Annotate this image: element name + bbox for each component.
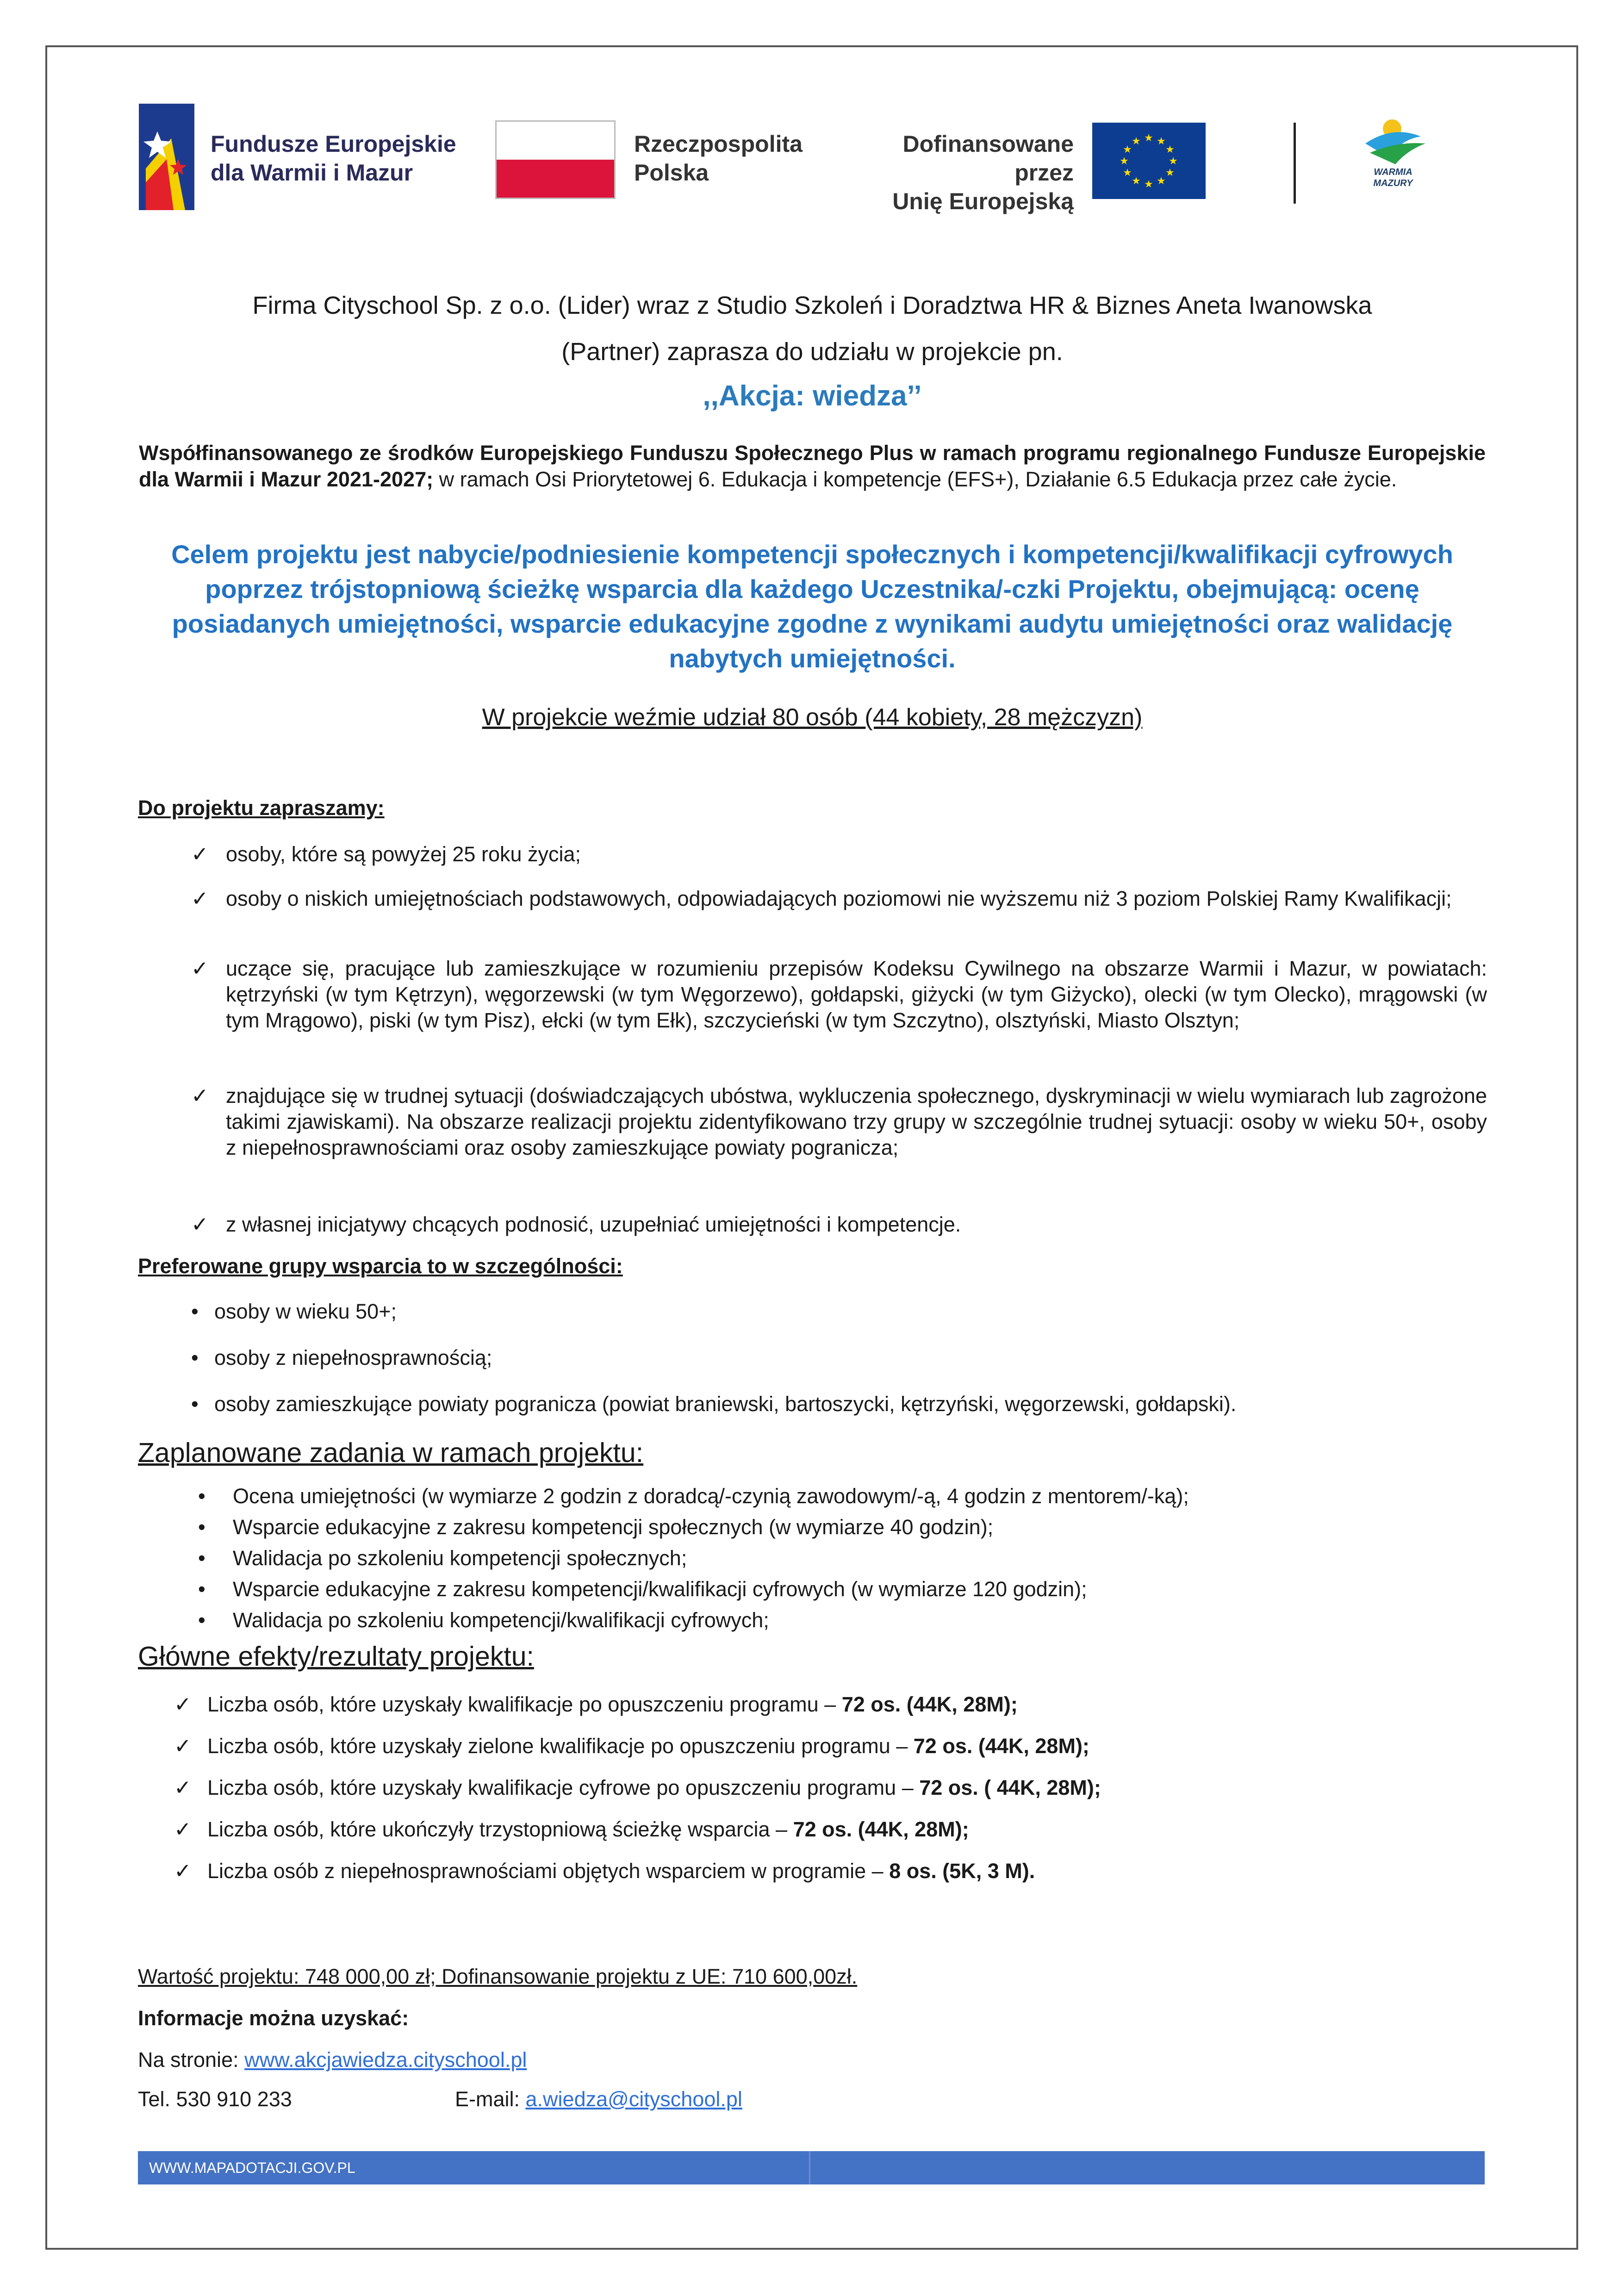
cofinancing-normal: w ramach Osi Priorytetowej 6. Edukacja i kompetencje (EFS+), Działanie 6.5 Edukacja przez całe życie. (433, 467, 1397, 491)
invite-heading: Do projektu zapraszamy: (138, 796, 385, 820)
project-title: ,,Akcja: wiedza’’ (703, 380, 922, 412)
warmia-mazury-logo (1351, 116, 1435, 204)
fundusze-europejskie-logo (139, 102, 472, 213)
footer-divider (809, 2151, 810, 2184)
check-icon: ✓ (174, 1734, 192, 1758)
bullet-icon: • (198, 1608, 205, 1632)
bullet-icon: • (198, 1546, 205, 1570)
project-value: Wartość projektu: 748 000,00 zł; Dofinansowanie projektu z UE: 710 600,00zł. (138, 1965, 858, 1988)
wm-line1: WARMIA (1374, 167, 1412, 177)
website-link[interactable]: www.akcjawiedza.cityschool.pl (244, 2048, 527, 2072)
check-icon: ✓ (174, 1776, 192, 1799)
fe-line2: dla Warmii i Mazur (211, 160, 413, 186)
bullet-icon: • (191, 1346, 199, 1369)
website-line (138, 2048, 527, 2072)
footer-url[interactable]: WWW.MAPADOTACJI.GOV.PL (149, 2159, 355, 2176)
eu-line1: Dofinansowane przez (902, 131, 1074, 186)
warmia-mazury-icon (1351, 116, 1435, 167)
check-icon: ✓ (174, 1817, 192, 1841)
intro-line1: Firma Cityschool Sp. z o.o. (Lider) wraz z Studio Szkoleń i Doradztwa HR & Biznes Aneta Iwanowska (252, 292, 1372, 319)
svg-text:★: ★ (1120, 156, 1129, 167)
eu-logo (847, 102, 1263, 213)
intro-text (139, 282, 1486, 375)
results-heading: Główne efekty/rezultaty projektu: (138, 1641, 534, 1672)
svg-text:★: ★ (1157, 136, 1166, 147)
tasks-heading: Zaplanowane zadania w ramach projektu: (138, 1437, 644, 1468)
logo-bar (139, 102, 1481, 213)
check-icon: ✓ (191, 1213, 209, 1236)
check-icon: ✓ (191, 957, 209, 980)
bullet-icon: • (198, 1577, 205, 1601)
preferred-heading: Preferowane grupy wsparcia to w szczególności: (138, 1254, 623, 1278)
bullet-icon: • (191, 1300, 199, 1323)
svg-text:★: ★ (1132, 136, 1141, 147)
svg-text:★: ★ (1132, 175, 1141, 187)
eu-line2: Unię Europejską (892, 188, 1074, 214)
info-heading: Informacje można uzyskać: (138, 2006, 409, 2030)
check-icon: ✓ (174, 1692, 192, 1716)
contact-line (138, 2087, 1485, 2111)
bullet-icon: • (191, 1392, 199, 1416)
email-link[interactable]: a.wiedza@cityschool.pl (525, 2087, 742, 2111)
check-icon: ✓ (191, 842, 209, 866)
pl-line2: Polska (634, 160, 709, 186)
check-icon: ✓ (191, 1084, 209, 1108)
website-label: Na stronie: (138, 2048, 245, 2072)
phone: Tel. 530 910 233 (138, 2087, 292, 2111)
project-goal: Celem projektu jest nabycie/podniesienie kompetencji społecznych i kompetencji/kwalifikacji cyfrowych poprzez trójstopniową ścieżkę wsparcia dla każdego Uczestnika/-czki Projektu, obejmującą: ocenę posiadanych umiejętności, wsparcie edukacyjne zgodne z wynikami audytu umiejętności oraz walidację nabytych umiejętności. (171, 540, 1453, 673)
svg-text:★: ★ (1144, 179, 1153, 190)
cofinancing-bold: Współfinansowanego ze środków Europejskiego Funduszu Społecznego Plus w ramach programu regionalnego Fundusze Europejskie dla Warmii i Mazur 2021-2027; (139, 441, 1486, 491)
intro-line2: (Partner) zaprasza do udziału w projekcie pn. (561, 338, 1063, 366)
logo-separator (1294, 123, 1296, 204)
check-icon: ✓ (174, 1859, 192, 1883)
wm-line2: MAZURY (1373, 178, 1413, 188)
pl-line1: Rzeczpospolita (634, 131, 803, 157)
email-label: E-mail: (455, 2087, 526, 2111)
svg-text:★: ★ (1157, 175, 1166, 187)
bullet-icon: • (198, 1515, 205, 1539)
svg-text:★: ★ (1165, 167, 1175, 179)
svg-text:★: ★ (1169, 156, 1178, 167)
cofinancing-paragraph (139, 440, 1486, 492)
svg-text:★: ★ (1144, 132, 1153, 144)
participants-line: W projekcie weźmie udział 80 osób (44 kobiety, 28 mężczyzn) (482, 704, 1143, 731)
email-wrap (455, 2087, 742, 2111)
check-icon: ✓ (191, 887, 209, 910)
rzeczpospolita-logo (495, 102, 828, 213)
fe-line1: Fundusze Europejskie (211, 131, 456, 157)
footer-bar (138, 2151, 1485, 2184)
poland-flag-icon (495, 120, 616, 199)
svg-text:★: ★ (1165, 144, 1175, 156)
svg-text:★: ★ (1123, 167, 1132, 179)
fe-flag-icon (139, 104, 194, 210)
svg-text:★: ★ (1123, 144, 1132, 156)
bullet-icon: • (198, 1484, 205, 1508)
eu-flag-icon (1092, 123, 1206, 199)
